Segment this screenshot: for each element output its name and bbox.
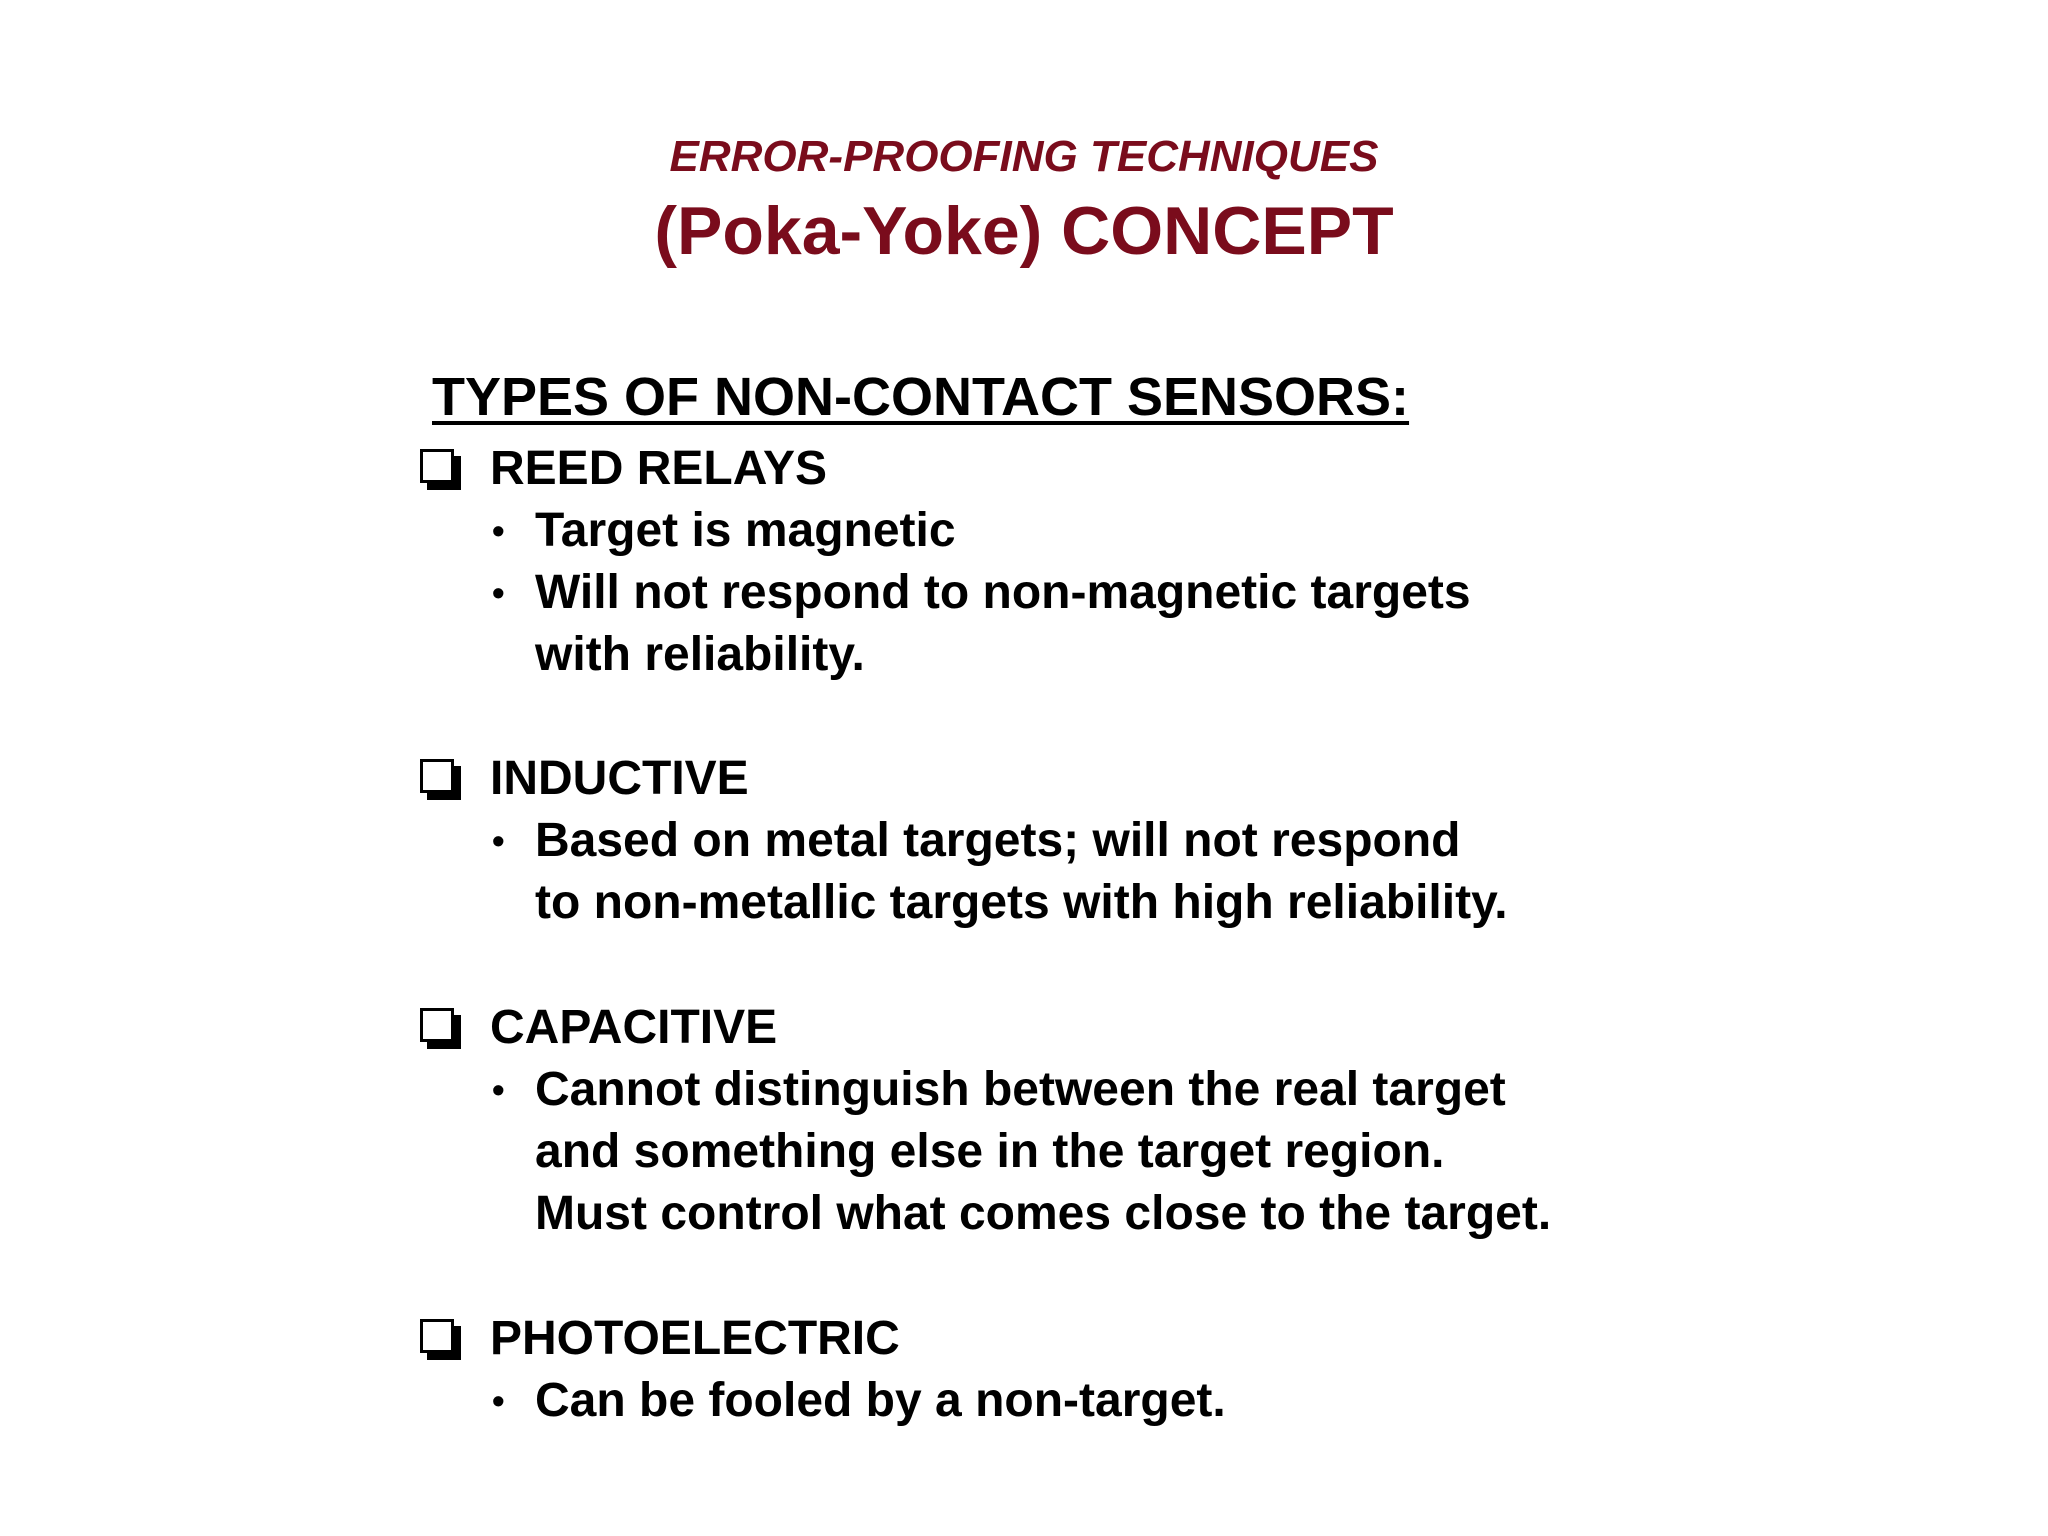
bullet-list [420,1370,1980,1432]
title-line-1: ERROR-PROOFING TECHNIQUES [669,132,1379,181]
title-line-2: (Poka-Yoke) CONCEPT [654,193,1394,269]
sensor-capacitive [420,997,1980,1245]
bullet-dot-icon: • [492,1069,505,1110]
bullet-dot-icon: • [492,510,505,551]
bullet-text-continuation: to non-metallic targets with high reliability. [535,876,1508,929]
bullet-text: Based on metal targets; will not respond [535,814,1461,867]
bullet-item [420,810,1980,934]
sensor-name: CAPACITIVE [490,1001,778,1054]
bullet-text: Cannot distinguish between the real target [535,1063,1506,1116]
bullet-dot-icon: • [492,1380,505,1421]
bullet-list [420,500,1980,686]
bullet-text-continuation: with reliability. [535,628,865,681]
bullet-list [420,1059,1980,1245]
bullet-dot-icon: • [492,572,505,613]
bullet-item [420,1059,1980,1245]
sensor-name: REED RELAYS [490,442,827,495]
sensor-header [420,997,1980,1059]
bullet-text-continuation: Must control what comes close to the target. [535,1187,1552,1240]
sensor-header [420,748,1980,810]
sensor-inductive [420,748,1980,934]
bullet-text-continuation: and something else in the target region. [535,1125,1445,1178]
bullet-text: Will not respond to non-magnetic targets [535,566,1471,619]
sensor-name: PHOTOELECTRIC [490,1312,900,1365]
checkbox-icon [420,449,460,489]
bullet-item [420,500,1980,562]
sensor-reed-relays [420,438,1980,686]
sensor-name: INDUCTIVE [490,752,749,805]
sensor-header [420,1308,1980,1370]
bullet-item [420,1370,1980,1432]
bullet-list [420,810,1980,934]
sensor-photoelectric [420,1308,1980,1432]
checkbox-icon [420,759,460,799]
bullet-text: Can be fooled by a non-target. [535,1374,1226,1427]
checkbox-icon [420,1008,460,1048]
bullet-item [420,562,1980,686]
sensor-header [420,438,1980,500]
section-heading: TYPES OF NON-CONTACT SENSORS: [432,367,1410,427]
checkbox-icon [420,1319,460,1359]
bullet-text: Target is magnetic [535,504,956,557]
bullet-dot-icon: • [492,820,505,861]
